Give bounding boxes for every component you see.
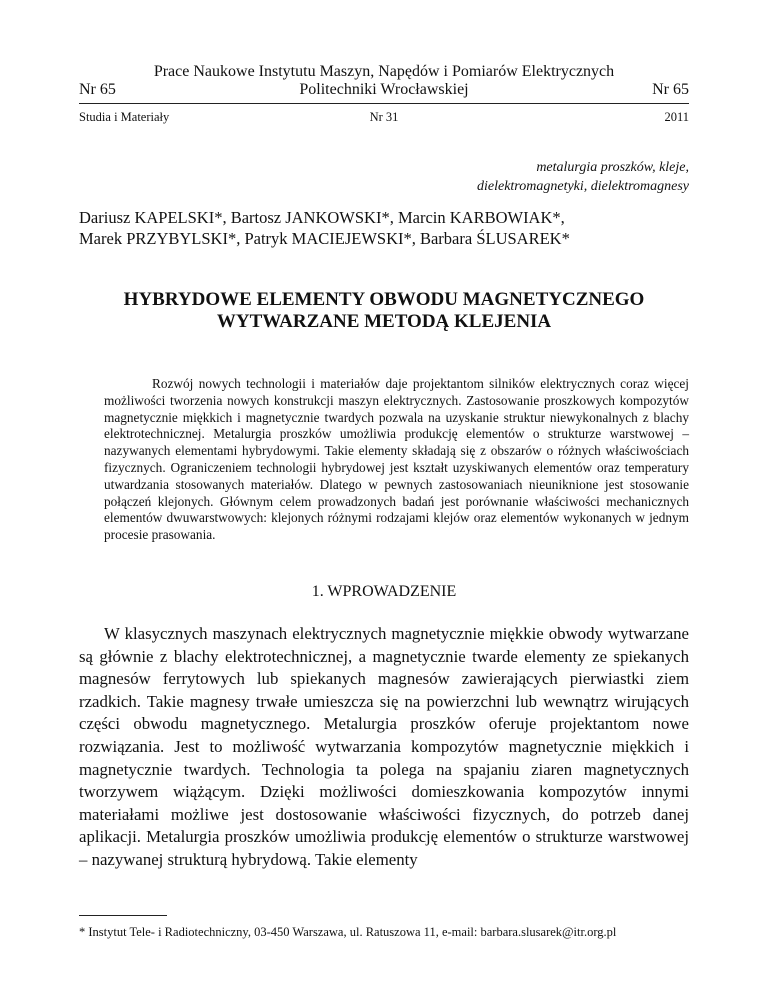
keywords-line2: dielektromagnetyki, dielektromagnesy <box>477 179 689 194</box>
journal-title-line2: Politechniki Wrocławskiej <box>299 81 469 98</box>
journal-title-line1: Prace Naukowe Instytutu Maszyn, Napędów i Pomiarów Elektrycznych <box>153 63 615 80</box>
series-issue: Nr 31 <box>369 110 399 124</box>
footnote-rule <box>79 915 167 916</box>
paper-title <box>0 289 768 333</box>
issue-number-left: Nr 65 <box>79 81 116 98</box>
authors-line2: Marek PRZYBYLSKI*, Patryk MACIEJEWSKI*, Barbara ŚLUSAREK* <box>79 229 570 248</box>
abstract: Rozwój nowych technologii i materiałów daje projektantom silników elektrycznych coraz więcej możliwości tworzenia nowych konstrukcji maszyn elektrycznych. Zastosowanie proszkowych kompozytów magnetycznie miękkich i magnetycznie twardych pozwala na uzyskanie struktur niewykonalnych z blachy elektrotechnicznej. Metalurgia proszków umożliwia produkcję elementów o strukturze warstwowej – nazywanych elementami hybrydowymi. Takie elementy składają się z obszarów o różnych właściwościach fizycznych. Ograniczeniem technologii hybrydowej jest kształt uzyskiwanych elementów oraz temperatury utwardzania stosowanych materiałów. Dlatego w pewnych zastosowaniach nieuniknione jest stosowanie połączeń klejonych. Głównym celem prowadzonych badań jest porównanie właściwości mechanicznych elementów dwuwarstwowych: klejonych różnymi rodzajami klejów oraz elementów wykonanych w jednym procesie prasowania. <box>104 376 689 543</box>
authors <box>79 207 699 249</box>
keywords-line1: metalurgia proszków, kleje, <box>536 160 689 175</box>
body-paragraph: W klasycznych maszynach elektrycznych magnetycznie miękkie obwody wytwarzane są głównie z blachy elektrotechnicznej, a magnetycznie twarde elementy ze spiekanych magnesów ferrytowych lub spiekanych magnesów zawierających pierwiastki ziem rzadkich. Takie magnesy trwałe umieszcza się na powierzchni lub wewnątrz wirujących części obwodu magnetycznego. Metalurgia proszków oferuje projektantom nowe rozwiązania. Jest to możliwość wytwarzania kompozytów magnetycznie miękkich i magnetycznie twardych. Technologia ta polega na spajaniu ziaren magnetycznych tworzywem wiążącym. Dzięki możliwości domieszkowania kompozytów innymi materiałami możliwe jest dostosowanie właściwości fizycznych, do potrzeb danej aplikacji. Metalurgia proszków umożliwia produkcję elementów o strukturze warstwowej – nazywanej strukturą hybrydową. Takie elementy <box>79 624 689 869</box>
footnote: * Instytut Tele- i Radiotechniczny, 03-450 Warszawa, ul. Ratuszowa 11, e-mail: barbara.slusarek@itr.org.pl <box>79 925 617 939</box>
paper-title-line2: WYTWARZANE METODĄ KLEJENIA <box>216 311 552 332</box>
issue-number-right: Nr 65 <box>652 81 689 98</box>
keywords <box>477 158 689 196</box>
publication-year: 2011 <box>664 110 689 124</box>
section-heading: 1. WPROWADZENIE <box>311 583 457 600</box>
authors-line1: Dariusz KAPELSKI*, Bartosz JANKOWSKI*, Marcin KARBOWIAK*, <box>79 208 565 227</box>
series-name: Studia i Materiały <box>79 110 170 124</box>
paper-title-line1: HYBRYDOWE ELEMENTY OBWODU MAGNETYCZNEGO <box>123 289 645 310</box>
header-rule <box>79 103 689 104</box>
